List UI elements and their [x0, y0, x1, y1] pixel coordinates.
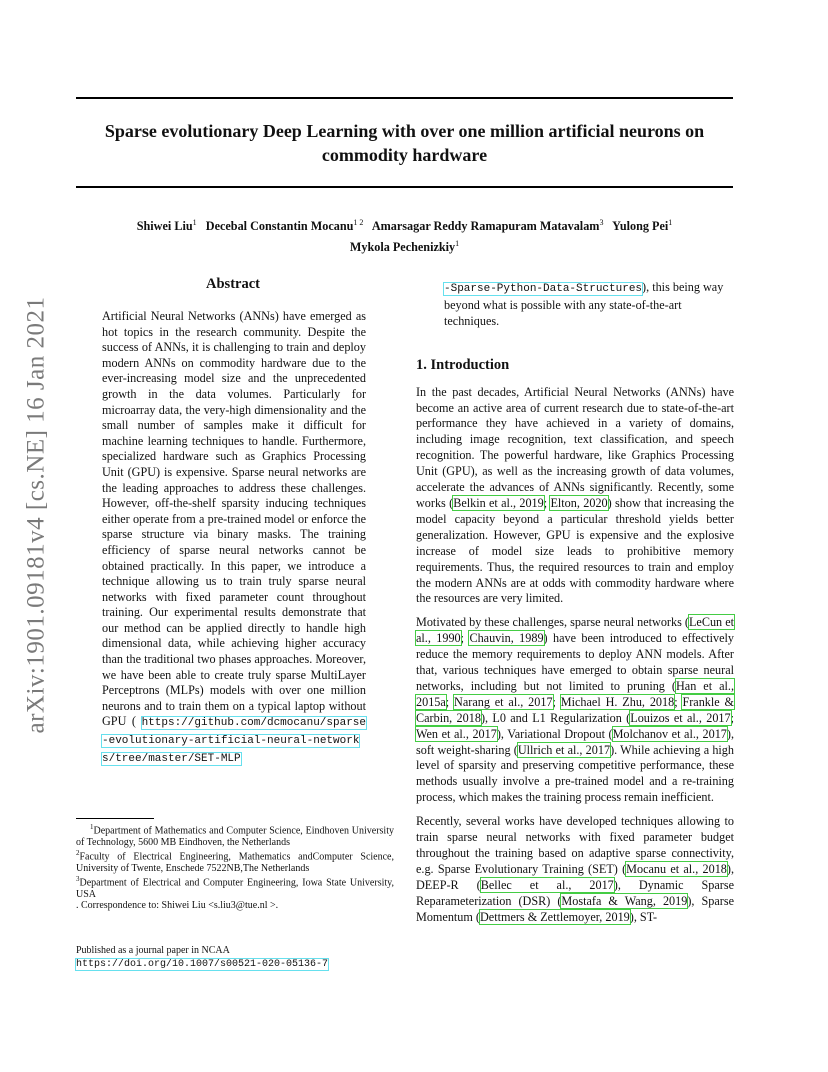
citation-link[interactable]: Mostafa & Wang, 2019: [561, 893, 688, 908]
citation-link[interactable]: Mocanu et al., 2018: [626, 861, 727, 876]
intro-paragraph-1: In the past decades, Artificial Neural Networks (ANNs) have become an active area of current research due to state-of-the-art performance they have achieved in a variety of domains, including image recognition, text classification, and speech recognition. The powerful hardware, like Graphics Processing Unit (GPU), as well as the increasing growth of data volumes, accelerate the advances of ANNs significantly. Recently, some works (Belkin et al., 2019; Elton, 2020) show that increasing the model capacity beyond a particular threshold yields better generalization. However, GPU is expensive and the explosive increase of model size leads to prohibitive memory requirements. Thus, the required resources to train and employ the modern ANNs are at odds with commodity hardware where the resources are very limited.: [416, 384, 735, 606]
title-rule: [76, 186, 733, 188]
journal-note: Published as a journal paper in NCAA: [76, 945, 230, 956]
author-affiliation: 1: [455, 239, 460, 249]
abstract-continuation: [416, 280, 734, 330]
footnote-rule: [76, 818, 154, 819]
abstract-tail: ), this being way beyond what is possible with any state-of-the-art techniques.: [444, 280, 724, 328]
paragraph-text: ), Sparse Momentum (: [416, 893, 734, 924]
author-name: Decebal Constantin Mocanu: [205, 219, 354, 234]
citation-link[interactable]: Han et al., 2015a: [416, 678, 734, 709]
citation-link[interactable]: Chauvin, 1989: [469, 631, 544, 646]
affiliation-footnote: Department of Electrical and Computer Engineering, Iowa State University, USA: [76, 877, 394, 901]
author-affiliation: 1 2: [353, 218, 364, 227]
citation-link[interactable]: Dettmers & Zettlemoyer, 2019: [479, 909, 630, 924]
citation-link[interactable]: Ullrich et al., 2017: [517, 742, 611, 757]
citation-link[interactable]: Molchanov et al., 2017: [612, 726, 727, 741]
paragraph-text: ), Dynamic Sparse Reparameterization (DSR) (: [416, 877, 734, 908]
footnote-mark: 1: [90, 823, 94, 831]
paragraph-text: ), L0 and L1 Regularization (: [480, 710, 631, 725]
paragraph-text: Recently, several works have developed techniques allowing to train sparse neural networks with fixed parameter budget throughout the training based on adaptive sparse connectivity, e.g. Sparse Evolutionary Training (SET) (: [416, 814, 734, 876]
author-name: Shiwei Liu: [136, 219, 193, 234]
paragraph-text: Motivated by these challenges, sparse neural networks (: [416, 615, 689, 630]
citation-link[interactable]: Belkin et al., 2019: [453, 495, 544, 510]
abstract-text: Artificial Neural Networks (ANNs) have emerged as hot topics in the research community. Despite the success of ANNs, it is challenging to train and deploy modern ANNs on commodity hardware due to the ever-increasing model size and the unprecedented growth in the data volumes. Particularly for microarray data, the very-high dimensionality and the small number of samples make it difficult for machine learning techniques to handle. Furthermore, specialized hardware such as Graphics Processing Unit (GPU) is expensive. Sparse neural networks are the leading approaches to address these challenges. However, off-the-shelf sparsity inducing techniques either operate from a pre-trained model or enforce the sparse structure via binary masks. The training efficiency of sparse neural networks cannot be obtained practically. In this paper, we introduce a technique allowing us to train truly sparse neural networks with fixed parameter count throughout training. Our experimental results demonstrate that our method can be applied directly to handle high dimensional data, while achieving higher accuracy than the traditional two phases approaches. Moreover, we have been able to create truly sparse MultiLayer Perceptrons (MLPs) models with over one million neurons and to train them on a typical laptop without GPU (: [102, 309, 366, 729]
paragraph-text: ) have been introduced to effectively reduce the memory requirements to deploy ANN models. After that, various techniques have emerged to obtain sparse neural networks, including but not limited to pruning (: [416, 631, 735, 693]
citation-link[interactable]: Frankle & Carbin, 2018: [416, 694, 735, 725]
author-name: Amarsagar Reddy Ramapuram Matavalam: [371, 219, 600, 234]
citation-link[interactable]: Narang et al., 2017: [454, 694, 553, 709]
paragraph-text: ) show that increasing the model capacity beyond a particular threshold yields better generalization. However, GPU is expensive and the explosive increase of model size leads to prohibitive memory requirements. Thus, the required resources to train and employ the modern ANNs are at odds with commodity hardware where the resources are very limited.: [416, 495, 735, 606]
publication-note: [76, 945, 394, 971]
arxiv-stamp: [21, 296, 51, 734]
paragraph-text: In the past decades, Artificial Neural Networks (ANNs) have become an active area of current research due to state-of-the-art performance they have achieved in a variety of domains, including image recognition, text classification, and speech recognition. The powerful hardware, like Graphics Processing Unit (GPU), as well as the increasing growth of data volumes, accelerate the advances of ANNs significantly. Recently, some works (: [416, 384, 734, 510]
paper-title: Sparse evolutionary Deep Learning with over one million artificial neurons on commodity hardware: [104, 121, 705, 165]
citation-link[interactable]: Bellec et al., 2017: [480, 877, 614, 892]
paragraph-text: ), ST-: [629, 909, 658, 924]
footnote-mark: 3: [76, 875, 80, 884]
correspondence-note: . Correspondence to: Shiwei Liu <s.liu3@tue.nl >.: [76, 900, 279, 912]
affiliation-footnote: Faculty of Electrical Engineering, Mathematics andComputer Science, University of Twente, Enschede 7522NB,The Netherlands: [76, 851, 394, 874]
intro-paragraph-3: [416, 814, 734, 925]
abstract-heading: Abstract: [206, 276, 260, 292]
footnotes: [76, 822, 394, 912]
affiliation-footnote: Department of Mathematics and Computer Science, Eindhoven University of Technology, 5600 MB Eindhoven, the Netherlands: [76, 825, 394, 848]
top-rule: [76, 97, 733, 99]
author-affiliation: 1: [668, 218, 673, 227]
citation-link[interactable]: Michael H. Zhu, 2018: [560, 694, 675, 709]
paragraph-text: ), DEEP-R (: [416, 861, 734, 892]
arxiv-id: arXiv:1901.09181v4 [cs.NE] 16 Jan 2021: [22, 296, 49, 734]
github-link[interactable]: https://github.com/dcmocanu/sparse-evolutionary-artificial-neural-networks/tree/master/SET-MLP: [102, 717, 366, 765]
abstract-body: [102, 309, 366, 767]
author-affiliation: 1: [192, 218, 197, 227]
author-name: Mykola Pechenizkiy: [349, 240, 456, 255]
paragraph-text: ), Variational Dropout (: [496, 726, 613, 741]
citation-link[interactable]: LeCun et al., 1990: [416, 615, 735, 646]
author-name: Yulong Pei: [612, 219, 669, 234]
footnote-mark: 2: [76, 849, 80, 858]
author-list: [76, 214, 733, 256]
right-column: [416, 280, 734, 926]
github-link-continuation[interactable]: -Sparse-Python-Data-Structures: [444, 283, 643, 295]
section-heading: 1. Introduction: [416, 356, 510, 373]
intro-paragraph-2: Motivated by these challenges, sparse neural networks (LeCun et al., 1990; Chauvin, 1989) have been introduced to effectively reduce the memory requirements to deploy ANN models. After that, various techniques have emerged to obtain sparse neural networks, including but not limited to pruning (Han et al., 2015a; Narang et al., 2017; Michael H. Zhu, 2018; Frankle & Carbin, 2018), L0 and L1 Regularization (Louizos et al., 2017; Wen et al., 2017), Variational Dropout (Molchanov et al., 2017), soft weight-sharing (Ullrich et al., 2017). While achieving a high level of sparsity and preserving competitive performance, these methods usually involve a pre-trained model and a re-training process, which makes the training process remain inefficient.: [416, 615, 735, 805]
doi-link[interactable]: https://doi.org/10.1007/s00521-020-05136-7: [76, 958, 329, 970]
paragraph-text: ). While achieving a high level of sparsity and preserving competitive performance, these methods usually involve a pre-trained model and a re-training process, which makes the training process remain inefficient.: [416, 742, 734, 805]
author-affiliation: 3: [599, 218, 604, 227]
paragraph-text: ), soft weight-sharing (: [416, 726, 734, 757]
citation-link[interactable]: Wen et al., 2017: [416, 726, 497, 741]
citation-link[interactable]: Louizos et al., 2017: [630, 710, 731, 725]
citation-link[interactable]: Elton, 2020: [550, 495, 608, 510]
